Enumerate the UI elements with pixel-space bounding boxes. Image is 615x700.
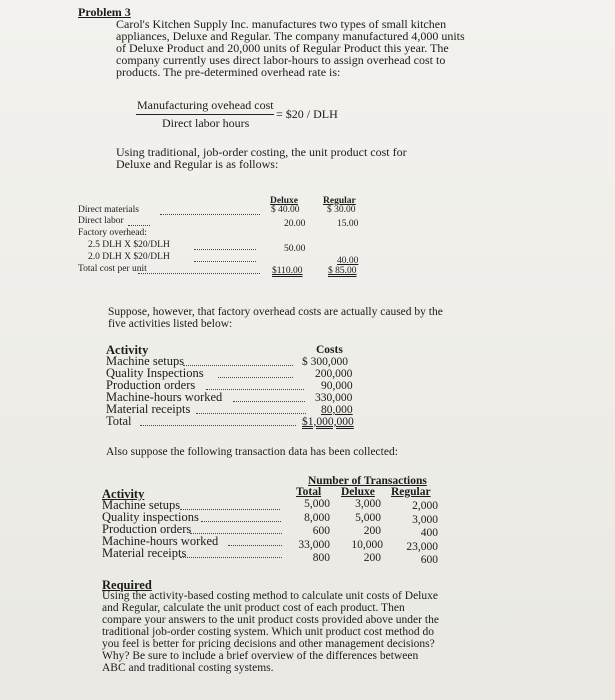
required-heading: Required: [102, 578, 152, 592]
required-line: traditional job-order costing system. Which unit product cost method do: [102, 626, 434, 638]
trans-total: 33,000: [298, 539, 330, 551]
suppose-line: five activities listed below:: [108, 318, 233, 330]
cell-deluxe: $ 40.00: [271, 205, 300, 215]
leader-dots: [194, 261, 256, 262]
trans-regular: 400: [420, 527, 438, 539]
activity-label: Production orders: [106, 378, 196, 392]
costs-header: Costs: [316, 344, 343, 356]
trans-header-activity: Activity: [102, 487, 145, 501]
problem-title: Problem 3: [78, 5, 131, 19]
leader-dots: [180, 557, 282, 558]
trans-total: 5,000: [304, 498, 330, 510]
cell-regular: 40.00: [337, 256, 359, 266]
rate-denominator: Direct labor hours: [162, 116, 250, 130]
rate-value: = $20 / DLH: [276, 107, 338, 121]
leader-dots: [140, 425, 296, 426]
also-line: Also suppose the following transaction data has been collected:: [106, 446, 398, 458]
activity-label-total: Total: [106, 414, 132, 428]
trans-activity: Material receipts: [102, 546, 187, 560]
intro-line: of Deluxe Product and 20,000 units of Regular Product this year. The: [116, 41, 449, 55]
required-line: Why? Be sure to include a brief overview of the differences between: [102, 650, 419, 662]
header-regular: Regular: [323, 196, 356, 206]
header-deluxe: Deluxe: [270, 196, 298, 206]
required-line: and Regular, calculate the unit product cost of each product. Then: [102, 602, 405, 614]
activity-cost: 80,000: [321, 404, 353, 416]
leader-dots: [196, 413, 306, 414]
row-label: Total cost per unit: [78, 264, 147, 274]
trans-activity: Quality inspections: [102, 510, 199, 524]
trans-header-regular: Regular: [391, 486, 431, 498]
trans-header-deluxe: Deluxe: [341, 486, 375, 498]
leader-dots: [160, 214, 260, 215]
trans-header-total: Total: [296, 486, 322, 498]
cell-regular-total: $ 85.00: [328, 266, 357, 276]
required-line: compare your answers to the unit product costs provided above under the: [102, 614, 439, 626]
trans-deluxe: 3,000: [355, 498, 381, 510]
row-label: 2.0 DLH X $20/DLH: [88, 252, 170, 262]
activity-label: Machine-hours worked: [106, 390, 223, 404]
cell-deluxe-total: $110.00: [272, 266, 303, 276]
traditional-line: Deluxe and Regular is as follows:: [116, 157, 279, 171]
required-line: ABC and traditional costing systems.: [102, 662, 274, 674]
leader-dots: [233, 401, 305, 402]
row-label: Factory overhead:: [78, 228, 147, 238]
transactions-group-header: Number of Transactions: [308, 475, 427, 487]
row-label: Direct materials: [78, 205, 139, 215]
activity-cost: 330,000: [315, 392, 353, 404]
trans-deluxe: 10,000: [351, 539, 383, 551]
cell-deluxe: 50.00: [284, 244, 306, 254]
activity-cost: 90,000: [321, 380, 353, 392]
activity-label: Quality Inspections: [106, 366, 204, 380]
required-line: you feel is better for pricing decisions and other management decisions?: [102, 638, 435, 650]
activity-cost-total: $1,000,000: [302, 416, 354, 428]
leader-dots: [128, 225, 150, 226]
activity-label: Material receipts: [106, 402, 191, 416]
trans-activity: Production orders: [102, 522, 192, 536]
activity-cost: 200,000: [315, 368, 353, 380]
trans-total: 800: [312, 552, 330, 564]
required-line: Using the activity-based costing method to calculate unit costs of Deluxe: [102, 590, 438, 602]
activity-cost: $ 300,000: [302, 356, 348, 368]
intro-line: appliances, Deluxe and Regular. The company manufactured 4,000 units: [116, 29, 465, 43]
trans-total: 600: [312, 525, 330, 537]
trans-regular: 600: [420, 554, 438, 566]
intro-line: Carol's Kitchen Supply Inc. manufactures two types of small kitchen: [116, 17, 447, 31]
leader-dots: [201, 521, 281, 522]
activity-header: Activity: [106, 343, 149, 357]
row-label: Direct labor: [78, 216, 124, 226]
fraction-bar: [136, 114, 274, 115]
leader-dots: [138, 273, 260, 274]
row-label: 2.5 DLH X $20/DLH: [88, 240, 170, 250]
intro-line: products. The pre-determined overhead rate is:: [116, 65, 341, 79]
intro-line: company currently uses direct labor-hours to assign overhead cost to: [116, 53, 446, 67]
cell-regular: $ 30.00: [327, 205, 356, 215]
traditional-line: Using traditional, job-order costing, the unit product cost for: [116, 145, 407, 159]
rate-numerator: Manufacturing ovehead cost: [137, 98, 274, 112]
trans-deluxe: 5,000: [355, 512, 381, 524]
leader-dots: [228, 545, 282, 546]
trans-activity: Machine setups: [102, 498, 181, 512]
trans-regular: 23,000: [406, 541, 438, 553]
suppose-line: Suppose, however, that factory overhead costs are actually caused by the: [108, 306, 443, 318]
trans-regular: 2,000: [412, 500, 438, 512]
trans-deluxe: 200: [363, 552, 381, 564]
cell-regular: 15.00: [337, 219, 359, 229]
leader-dots: [194, 249, 256, 250]
trans-total: 8,000: [304, 512, 330, 524]
leader-dots: [218, 377, 293, 378]
trans-regular: 3,000: [412, 514, 438, 526]
cell-deluxe: 20.00: [284, 219, 306, 229]
trans-deluxe: 200: [363, 525, 381, 537]
trans-activity: Machine-hours worked: [102, 534, 219, 548]
activity-label: Machine setups: [106, 354, 185, 368]
